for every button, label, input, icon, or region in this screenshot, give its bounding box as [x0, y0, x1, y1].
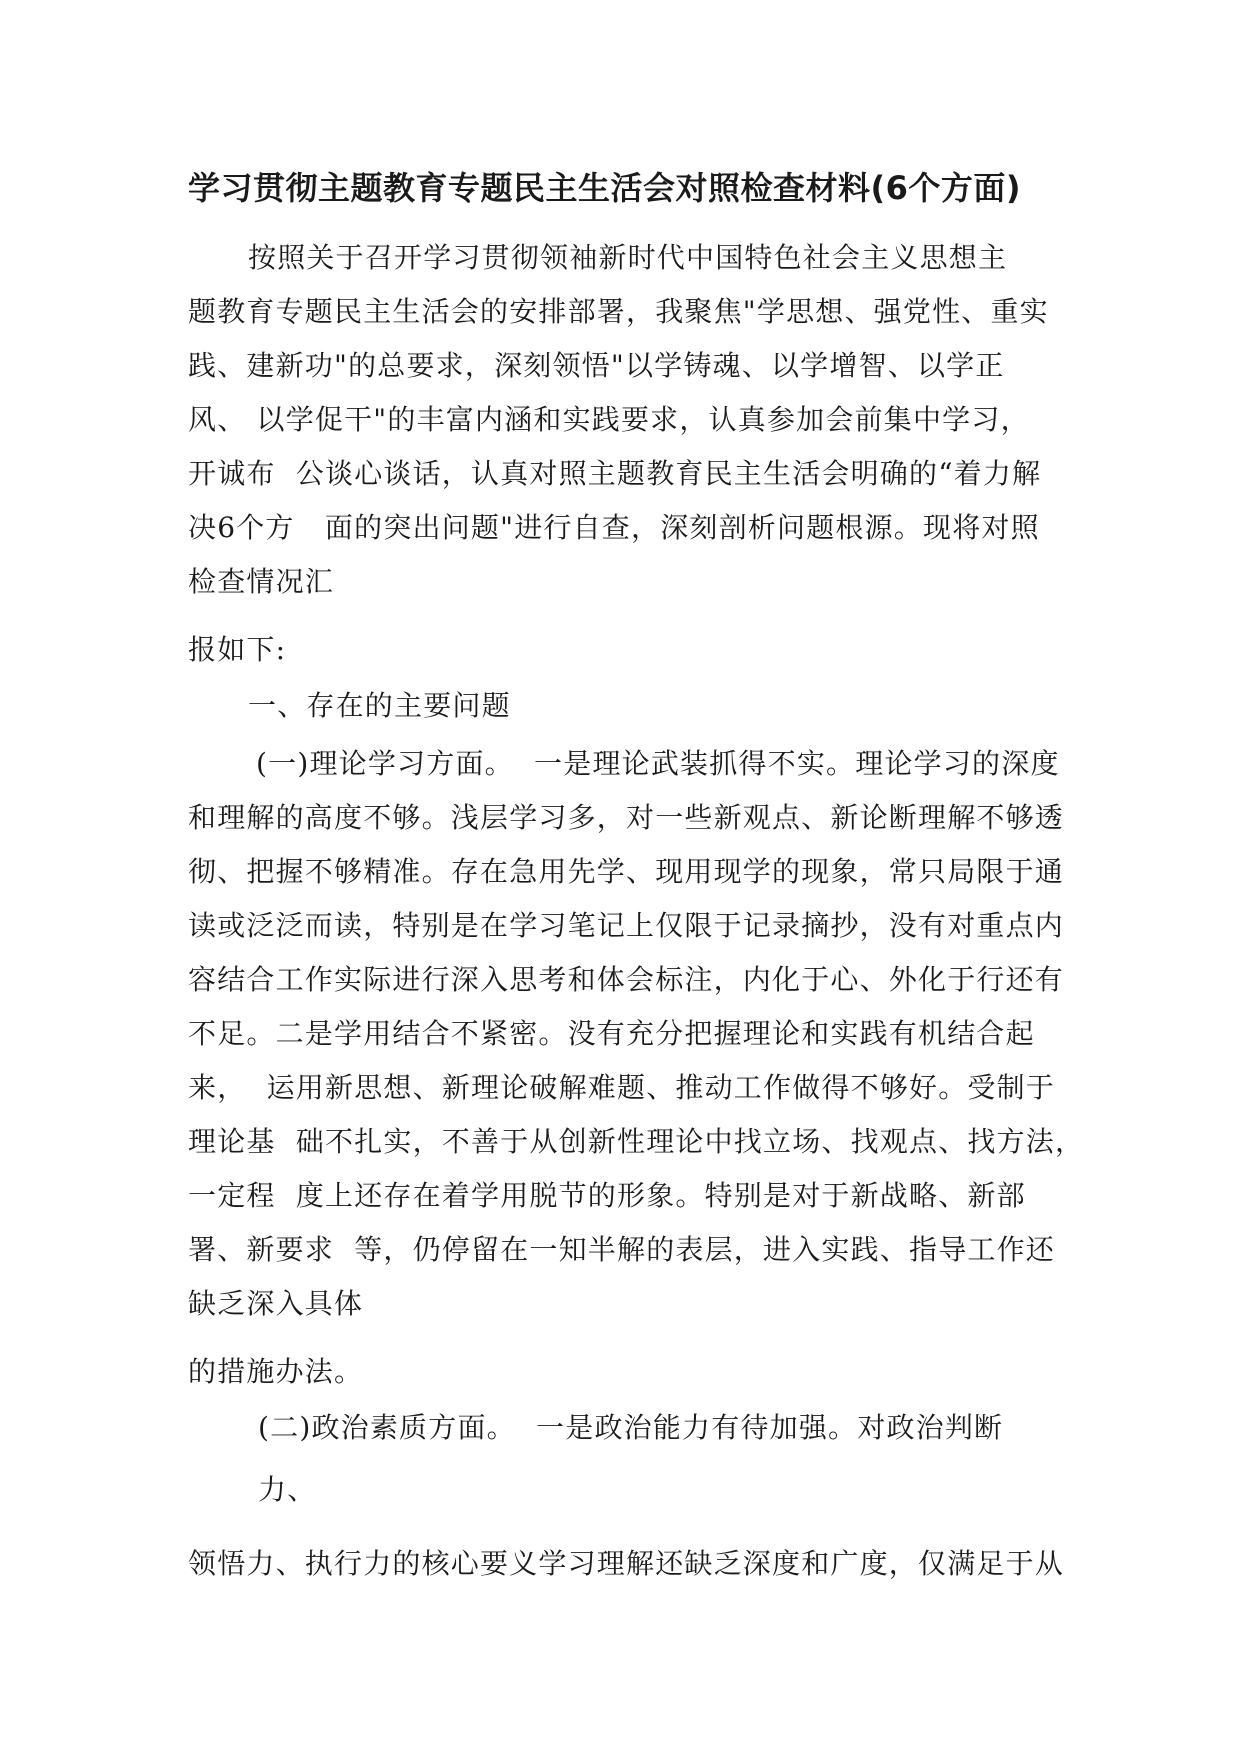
paragraph-line: 读或泛泛而读，特别是在学习笔记上仅限于记录摘抄，没有对重点内	[188, 909, 1065, 942]
paragraph-line: (二)政治素质方面。 一是政治能力有待加强。对政治判断	[258, 1411, 1004, 1444]
paragraph-line: 风、 以学促干"的丰富内涵和实践要求，认真参加会前集中学习，	[188, 403, 1030, 436]
paragraph-line: 决6个方 面的突出问题"进行自查，深刻剖析问题根源。现将对照	[188, 511, 1040, 544]
paragraph-line: 检查情况汇	[188, 565, 335, 598]
paragraph-line: 一定程 度上还存在着学用脱节的形象。特别是对于新战略、新部	[188, 1179, 1026, 1212]
section-heading: 一、存在的主要问题	[248, 689, 511, 722]
paragraph-line: 理论基 础不扎实，不善于从创新性理论中找立场、找观点、找方法，	[188, 1125, 1085, 1158]
paragraph-line: 力、	[258, 1473, 317, 1506]
paragraph-line: 开诚布 公谈心谈话，认真对照主题教育民主生活会明确的“着力解	[188, 457, 1042, 490]
paragraph-line: 不足。二是学用结合不紧密。没有充分把握理论和实践有机结合起	[188, 1017, 1035, 1050]
paragraph-line: 题教育专题民主生活会的安排部署，我聚焦"学思想、强党性、重实	[188, 295, 1049, 328]
paragraph-line: 署、新要求 等，仍停留在一知半解的表层，进入实践、指导工作还	[188, 1233, 1056, 1266]
document-title: 学习贯彻主题教育专题民主生活会对照检查材料(6个方面)	[188, 169, 1022, 207]
paragraph-line: 来， 运用新思想、新理论破解难题、推动工作做得不够好。受制于	[188, 1071, 1056, 1104]
paragraph-line: 容结合工作实际进行深入思考和体会标注，内化于心、外化于行还有	[188, 963, 1065, 996]
paragraph-line: 的措施办法。	[188, 1355, 364, 1388]
paragraph-line: 践、建新功"的总要求，深刻领悟"以学铸魂、以学增智、以学正	[188, 349, 1005, 382]
paragraph-line: 报如下:	[188, 633, 287, 666]
paragraph-line: (一)理论学习方面。 一是理论武装抓得不实。理论学习的深度	[256, 747, 1060, 780]
paragraph-line: 领悟力、执行力的核心要义学习理解还缺乏深度和广度，仅满足于从	[188, 1547, 1065, 1580]
paragraph-line: 缺乏深入具体	[188, 1287, 364, 1320]
paragraph-line: 和理解的高度不够。浅层学习多，对一些新观点、新论断理解不够透	[188, 801, 1065, 834]
paragraph-line: 按照关于召开学习贯彻领袖新时代中国特色社会主义思想主	[248, 241, 1008, 274]
paragraph-line: 彻、把握不够精准。存在急用先学、现用现学的现象，常只局限于通	[188, 855, 1065, 888]
